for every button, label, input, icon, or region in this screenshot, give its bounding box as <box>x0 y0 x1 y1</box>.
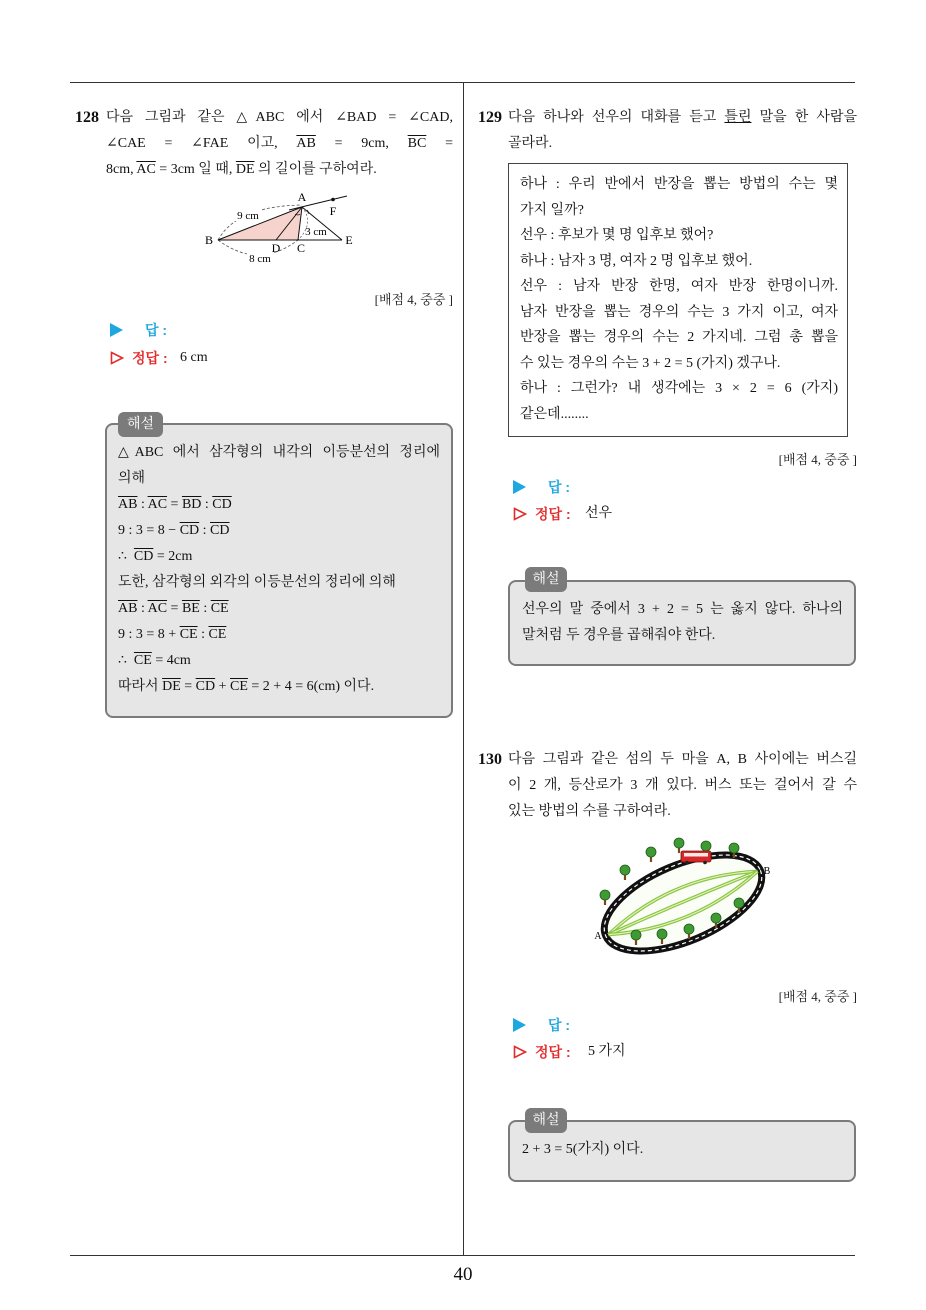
correct-label: 정답 : <box>535 506 571 522</box>
text-run: ∴ <box>118 549 131 564</box>
correct-value: 5 가지 <box>588 1044 626 1059</box>
emphasis-text: 틀린 <box>724 110 752 125</box>
island-figure <box>590 835 775 970</box>
correct-marker-icon <box>513 1045 527 1059</box>
segment-label: $\overline{AC}$ <box>136 162 156 177</box>
vertex-label-a: A <box>297 190 307 204</box>
correct-value: 6 cm <box>180 350 208 365</box>
segment-label: $\overline{CD}$ <box>212 497 232 512</box>
explanation-line <box>118 466 440 492</box>
text-run: = <box>167 601 182 616</box>
question-line <box>508 131 857 157</box>
text-run: : <box>201 497 213 512</box>
text-run: : <box>199 523 211 538</box>
text-run: = 2 + 4 = 6(cm) 이다. <box>247 679 375 694</box>
bus-wheel <box>703 861 707 865</box>
correct-value: 선우 <box>585 506 613 521</box>
vertex-label-d: D <box>271 241 281 255</box>
page-number: 40 <box>453 1264 473 1285</box>
segment-label: $\overline{DE}$ <box>235 162 255 177</box>
segment-label: $\overline{CE}$ <box>210 601 229 616</box>
explanation-tab: 해설 <box>525 1108 567 1133</box>
text-run: ∴ <box>118 653 131 668</box>
explanation-line <box>118 570 440 596</box>
explanation-line: 말처럼 두 경우를 곱해줘야 한다. <box>522 628 716 643</box>
explanation-line <box>118 596 440 622</box>
length-label-bc: 8 cm <box>249 253 271 265</box>
dialogue-line: 선우 : 남자 반장 한명, 여자 반장 한명이니까. <box>520 279 838 294</box>
dialogue-line: 하나 : 남자 3 명, 여자 2 명 입후보 했어. <box>520 253 753 269</box>
segment-label: $\overline{DE}$ <box>162 679 181 694</box>
bus-icon <box>681 851 711 864</box>
question-line <box>106 105 453 131</box>
explanation-line <box>118 674 440 700</box>
correct-label: 정답 : <box>132 350 168 366</box>
segment-label: $\overline{AB}$ <box>118 497 138 512</box>
dialogue-line: 같은데........ <box>520 406 589 422</box>
question-line: 있는 방법의 수를 구하여라. <box>508 804 671 819</box>
text-run: : <box>137 497 148 512</box>
problem-number: 130 <box>478 751 502 768</box>
dialogue-line: 선우 : 후보가 몇 명 입후보 했어? <box>520 228 714 243</box>
explanation-line <box>118 492 440 518</box>
correct-marker-icon <box>110 351 124 365</box>
explanation-line <box>118 544 440 570</box>
explanation-line <box>118 648 440 674</box>
question-line: 이 2 개, 등산로가 3 개 있다. 버스 또는 걸어서 갈 수 <box>508 778 857 793</box>
text-run: 말을 한 사람을 <box>751 110 857 125</box>
segment-label: $\overline{CD}$ <box>195 679 216 694</box>
text-run: 8cm, <box>106 162 137 177</box>
correct-label: 정답 : <box>535 1044 571 1060</box>
segment-label: $\overline{CD}$ <box>179 523 200 538</box>
vertex-label-f: F <box>329 204 337 218</box>
text-run: = <box>426 136 453 151</box>
correct-marker-shape <box>515 509 526 520</box>
answer-label: 답 : <box>145 322 168 338</box>
question-text <box>106 105 453 183</box>
explanation-tab: 해설 <box>118 412 163 437</box>
text-run: : <box>197 627 209 642</box>
segment-label: $\overline{CE}$ <box>133 653 152 668</box>
text-run: 9 : 3 = 8 + <box>118 627 180 642</box>
segment-label: $\overline{CE}$ <box>230 679 248 694</box>
problem-number: 128 <box>75 109 99 126</box>
text-run: + <box>215 679 231 694</box>
question-line: 다음 그림과 같은 섬의 두 마을 A, B 사이에는 버스길 <box>508 752 857 767</box>
text-run: = 2cm <box>153 549 193 564</box>
segment-label: $\overline{BC}$ <box>407 136 427 151</box>
text-run: 의 길이를 구하여라. <box>254 162 377 177</box>
text-run: 골라라. <box>508 136 553 151</box>
segment-label: $\overline{CD}$ <box>210 523 230 538</box>
point-f <box>331 198 335 202</box>
question-line <box>106 157 453 183</box>
question-line <box>508 105 857 131</box>
text-run: 의해 <box>118 471 146 486</box>
explanation-text <box>522 597 843 649</box>
answer-marker-icon <box>513 1018 526 1032</box>
explanation-line: 2 + 3 = 5(가지) 이다. <box>522 1142 644 1157</box>
vertex-label-c: C <box>296 241 306 255</box>
text-run: ∠CAE = ∠FAE 이고, <box>106 136 297 151</box>
answer-label: 답 : <box>548 479 571 495</box>
segment-label: $\overline{BD}$ <box>181 497 202 512</box>
length-label-ab: 9 cm <box>237 210 259 222</box>
explanation-line: 선우의 말 중에서 3 + 2 = 5 는 옳지 않다. 하나의 <box>522 602 843 617</box>
segment-label: $\overline{CE}$ <box>179 627 198 642</box>
correct-marker-shape <box>515 1047 526 1058</box>
dialogue-line: 남자 반장을 뽑는 경우의 수는 3 가지 이고, 여자 <box>520 304 838 320</box>
question-text <box>508 105 857 157</box>
segment-label: $\overline{AB}$ <box>296 136 316 151</box>
correct-marker-icon <box>513 507 527 521</box>
segment-label: $\overline{CD}$ <box>133 549 154 564</box>
bottom-rule <box>70 1255 855 1256</box>
bus-windows <box>684 853 708 857</box>
question-text <box>508 747 857 825</box>
text-run: △ABC 에서 삼각형의 내각의 이등분선의 정리에 <box>118 445 440 460</box>
text-run: : <box>137 601 148 616</box>
segment-label: $\overline{AB}$ <box>118 601 138 616</box>
text-run: 따라서 <box>118 679 163 694</box>
explanation-text <box>522 1137 843 1163</box>
explanation-text <box>118 440 440 700</box>
text-run: : <box>199 601 211 616</box>
answer-label: 답 : <box>548 1017 571 1033</box>
bus-wheel <box>685 861 689 865</box>
dialogue-line: 하나 : 우리 반에서 반장을 뽑는 방법의 수는 몇 <box>520 177 838 192</box>
dialogue-line: 하나 : 그런가? 내 생각에는 3 × 2 = 6 (가지) <box>520 381 838 396</box>
segment-label: $\overline{CE}$ <box>208 627 227 642</box>
explanation-line <box>118 518 440 544</box>
text-run: = <box>180 679 196 694</box>
answer-marker-icon <box>513 480 526 494</box>
score-label: [배점 4, 중중 ] <box>374 292 453 307</box>
text-run: = 9cm, <box>315 136 408 151</box>
answer-marker-icon <box>110 323 123 337</box>
explanation-tab: 해설 <box>525 567 567 592</box>
vertex-label-e: E <box>345 233 353 247</box>
segment-label: $\overline{BE}$ <box>181 601 200 616</box>
dialogue-line: 가지 일까? <box>520 202 584 218</box>
problem-number: 129 <box>478 109 502 126</box>
explanation-line <box>118 622 440 648</box>
length-label-ac: 3 cm <box>305 226 327 238</box>
dialogue-line: 수 있는 경우의 수는 3 + 2 = 5 (가지) 겠구나. <box>520 355 781 371</box>
tree-icon <box>620 865 630 880</box>
tree-icon <box>646 847 656 862</box>
text-run: = 4cm <box>151 653 191 668</box>
village-label-b: B <box>763 866 771 877</box>
correct-marker-shape <box>112 353 123 364</box>
vertex-label-b: B <box>204 233 214 247</box>
segment-label: $\overline{AC}$ <box>147 601 168 616</box>
village-label-a: A <box>594 931 602 942</box>
score-label: [배점 4, 중중 ] <box>778 452 857 467</box>
question-line <box>106 131 453 157</box>
score-label: [배점 4, 중중 ] <box>778 989 857 1004</box>
text-run: 다음 그림과 같은 △ABC 에서 ∠BAD = ∠CAD, <box>106 110 453 125</box>
segment-label: $\overline{AC}$ <box>147 497 168 512</box>
tree-icon <box>600 890 610 905</box>
dialogue-line: 반장을 뽑는 경우의 수는 2 가지네. 그럼 총 뽑을 <box>520 330 838 345</box>
dialogue-text <box>520 172 838 427</box>
text-run: 도한, 삼각형의 외각의 이등분선의 정리에 의해 <box>118 575 396 590</box>
triangle-figure <box>195 190 365 270</box>
text-run: 다음 하나와 선우의 대화를 듣고 <box>508 110 725 125</box>
text-run: 9 : 3 = 8 − <box>118 523 180 538</box>
text-run: = <box>167 497 182 512</box>
column-divider <box>463 82 464 1255</box>
explanation-line <box>118 440 440 466</box>
text-run: = 3cm 일 때, <box>155 162 236 177</box>
